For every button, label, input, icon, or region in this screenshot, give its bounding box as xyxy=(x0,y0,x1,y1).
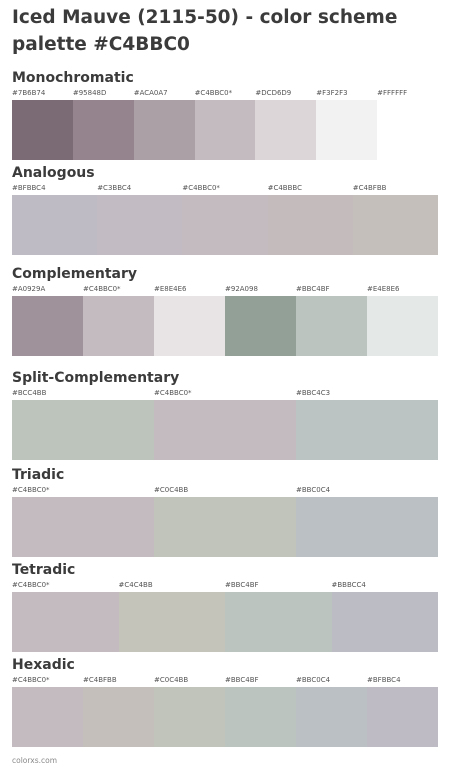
color-code-label[interactable]: #C4BBC0* xyxy=(154,389,192,397)
site-footer[interactable]: colorxs.com xyxy=(12,756,58,765)
color-swatch[interactable] xyxy=(296,687,367,747)
color-swatch[interactable] xyxy=(12,195,97,255)
color-swatch[interactable] xyxy=(377,100,438,160)
color-code-label[interactable]: #95848D xyxy=(72,89,107,97)
page-title: Iced Mauve (2115-50) - color scheme palette #C4BBC0 xyxy=(12,7,398,55)
section-title: Monochromatic xyxy=(12,70,134,86)
color-code-label[interactable]: #E8E4E6 xyxy=(154,285,187,293)
swatch-row xyxy=(12,195,438,255)
color-code-label[interactable]: #F3F2F3 xyxy=(316,89,348,97)
palette-section-split-complementary xyxy=(12,370,438,460)
color-swatch[interactable] xyxy=(296,497,438,557)
section-title: Split-Complementary xyxy=(12,370,180,386)
section-title: Complementary xyxy=(12,266,138,282)
color-code-label[interactable]: #BFBBC4 xyxy=(12,184,46,192)
color-code-label[interactable]: #C4BFBB xyxy=(83,676,117,684)
color-code-label[interactable]: #BBC4C3 xyxy=(296,389,331,397)
color-code-label[interactable]: #C4BBC0* xyxy=(12,581,50,589)
color-swatch[interactable] xyxy=(332,592,439,652)
color-swatch[interactable] xyxy=(119,592,226,652)
color-swatch[interactable] xyxy=(268,195,353,255)
color-code-label[interactable]: #C0C4BB xyxy=(154,486,189,494)
section-title: Triadic xyxy=(12,467,65,483)
color-swatch[interactable] xyxy=(83,687,154,747)
color-swatch[interactable] xyxy=(225,296,296,356)
swatch-row xyxy=(12,400,438,460)
color-code-label[interactable]: #DCD6D9 xyxy=(255,89,292,97)
color-code-label[interactable]: #BBC4BF xyxy=(225,581,259,589)
color-code-label[interactable]: #C4C4BB xyxy=(118,581,153,589)
palette-section-triadic xyxy=(12,467,438,557)
color-code-label[interactable]: #C4BBC0* xyxy=(12,676,50,684)
color-codes-row xyxy=(12,284,438,296)
section-title: Tetradic xyxy=(12,562,76,578)
color-codes-row xyxy=(12,88,438,100)
palette-section-monochromatic xyxy=(12,70,438,160)
color-code-label[interactable]: #7B6B74 xyxy=(12,89,46,97)
color-code-label[interactable]: #C4BBC0* xyxy=(182,184,220,192)
swatch-row xyxy=(12,100,438,160)
section-title: Analogous xyxy=(12,165,95,181)
color-swatch[interactable] xyxy=(255,100,316,160)
color-codes-row xyxy=(12,580,438,592)
color-swatch[interactable] xyxy=(97,195,182,255)
color-swatch[interactable] xyxy=(83,296,154,356)
color-swatch[interactable] xyxy=(12,100,73,160)
palette-section-complementary xyxy=(12,266,438,356)
color-code-label[interactable]: #BBC4BF xyxy=(225,676,259,684)
color-swatch[interactable] xyxy=(225,687,296,747)
color-code-label[interactable]: #C4BFBB xyxy=(352,184,387,192)
color-swatch[interactable] xyxy=(12,687,83,747)
color-swatch[interactable] xyxy=(195,100,256,160)
color-code-label[interactable]: #C0C4BB xyxy=(154,676,189,684)
color-swatch[interactable] xyxy=(154,687,225,747)
swatch-row xyxy=(12,687,438,747)
color-code-label[interactable]: #C4BBC0* xyxy=(83,285,121,293)
color-swatch[interactable] xyxy=(12,400,154,460)
color-swatch[interactable] xyxy=(225,592,332,652)
color-code-label[interactable]: #BBC0C4 xyxy=(296,486,331,494)
color-codes-row xyxy=(12,183,438,195)
color-swatch[interactable] xyxy=(353,195,438,255)
color-swatch[interactable] xyxy=(296,400,438,460)
color-swatch[interactable] xyxy=(154,497,296,557)
swatch-row xyxy=(12,296,438,356)
palette-section-tetradic xyxy=(12,562,438,652)
color-code-label[interactable]: #C3BBC4 xyxy=(97,184,132,192)
color-swatch[interactable] xyxy=(73,100,134,160)
color-code-label[interactable]: #BBBCC4 xyxy=(331,581,366,589)
color-swatch[interactable] xyxy=(316,100,377,160)
color-codes-row xyxy=(12,485,438,497)
color-code-label[interactable]: #C4BBBC xyxy=(267,184,302,192)
color-swatch[interactable] xyxy=(12,296,83,356)
color-swatch[interactable] xyxy=(154,400,296,460)
color-swatch[interactable] xyxy=(134,100,195,160)
color-code-label[interactable]: #BBC4BF xyxy=(296,285,330,293)
color-swatch[interactable] xyxy=(12,592,119,652)
color-swatch[interactable] xyxy=(154,296,225,356)
color-code-label[interactable]: #E4E8E6 xyxy=(367,285,400,293)
color-code-label[interactable]: #BCC4BB xyxy=(12,389,47,397)
color-codes-row xyxy=(12,388,438,400)
palette-section-analogous xyxy=(12,165,438,255)
color-swatch[interactable] xyxy=(367,687,438,747)
color-code-label[interactable]: #92A098 xyxy=(225,285,258,293)
color-code-label[interactable]: #C4BBC0* xyxy=(12,486,50,494)
swatch-row xyxy=(12,592,438,652)
color-swatch[interactable] xyxy=(296,296,367,356)
swatch-row xyxy=(12,497,438,557)
section-title: Hexadic xyxy=(12,657,75,673)
color-code-label[interactable]: #FFFFFF xyxy=(377,89,408,97)
color-codes-row xyxy=(12,675,438,687)
color-code-label[interactable]: #BBC0C4 xyxy=(296,676,331,684)
color-code-label[interactable]: #ACA0A7 xyxy=(133,89,168,97)
color-swatch[interactable] xyxy=(367,296,438,356)
color-code-label[interactable]: #BFBBC4 xyxy=(367,676,401,684)
color-swatch[interactable] xyxy=(182,195,267,255)
palette-section-hexadic xyxy=(12,657,438,747)
color-code-label[interactable]: #A0929A xyxy=(12,285,46,293)
color-swatch[interactable] xyxy=(12,497,154,557)
color-code-label[interactable]: #C4BBC0* xyxy=(194,89,233,97)
